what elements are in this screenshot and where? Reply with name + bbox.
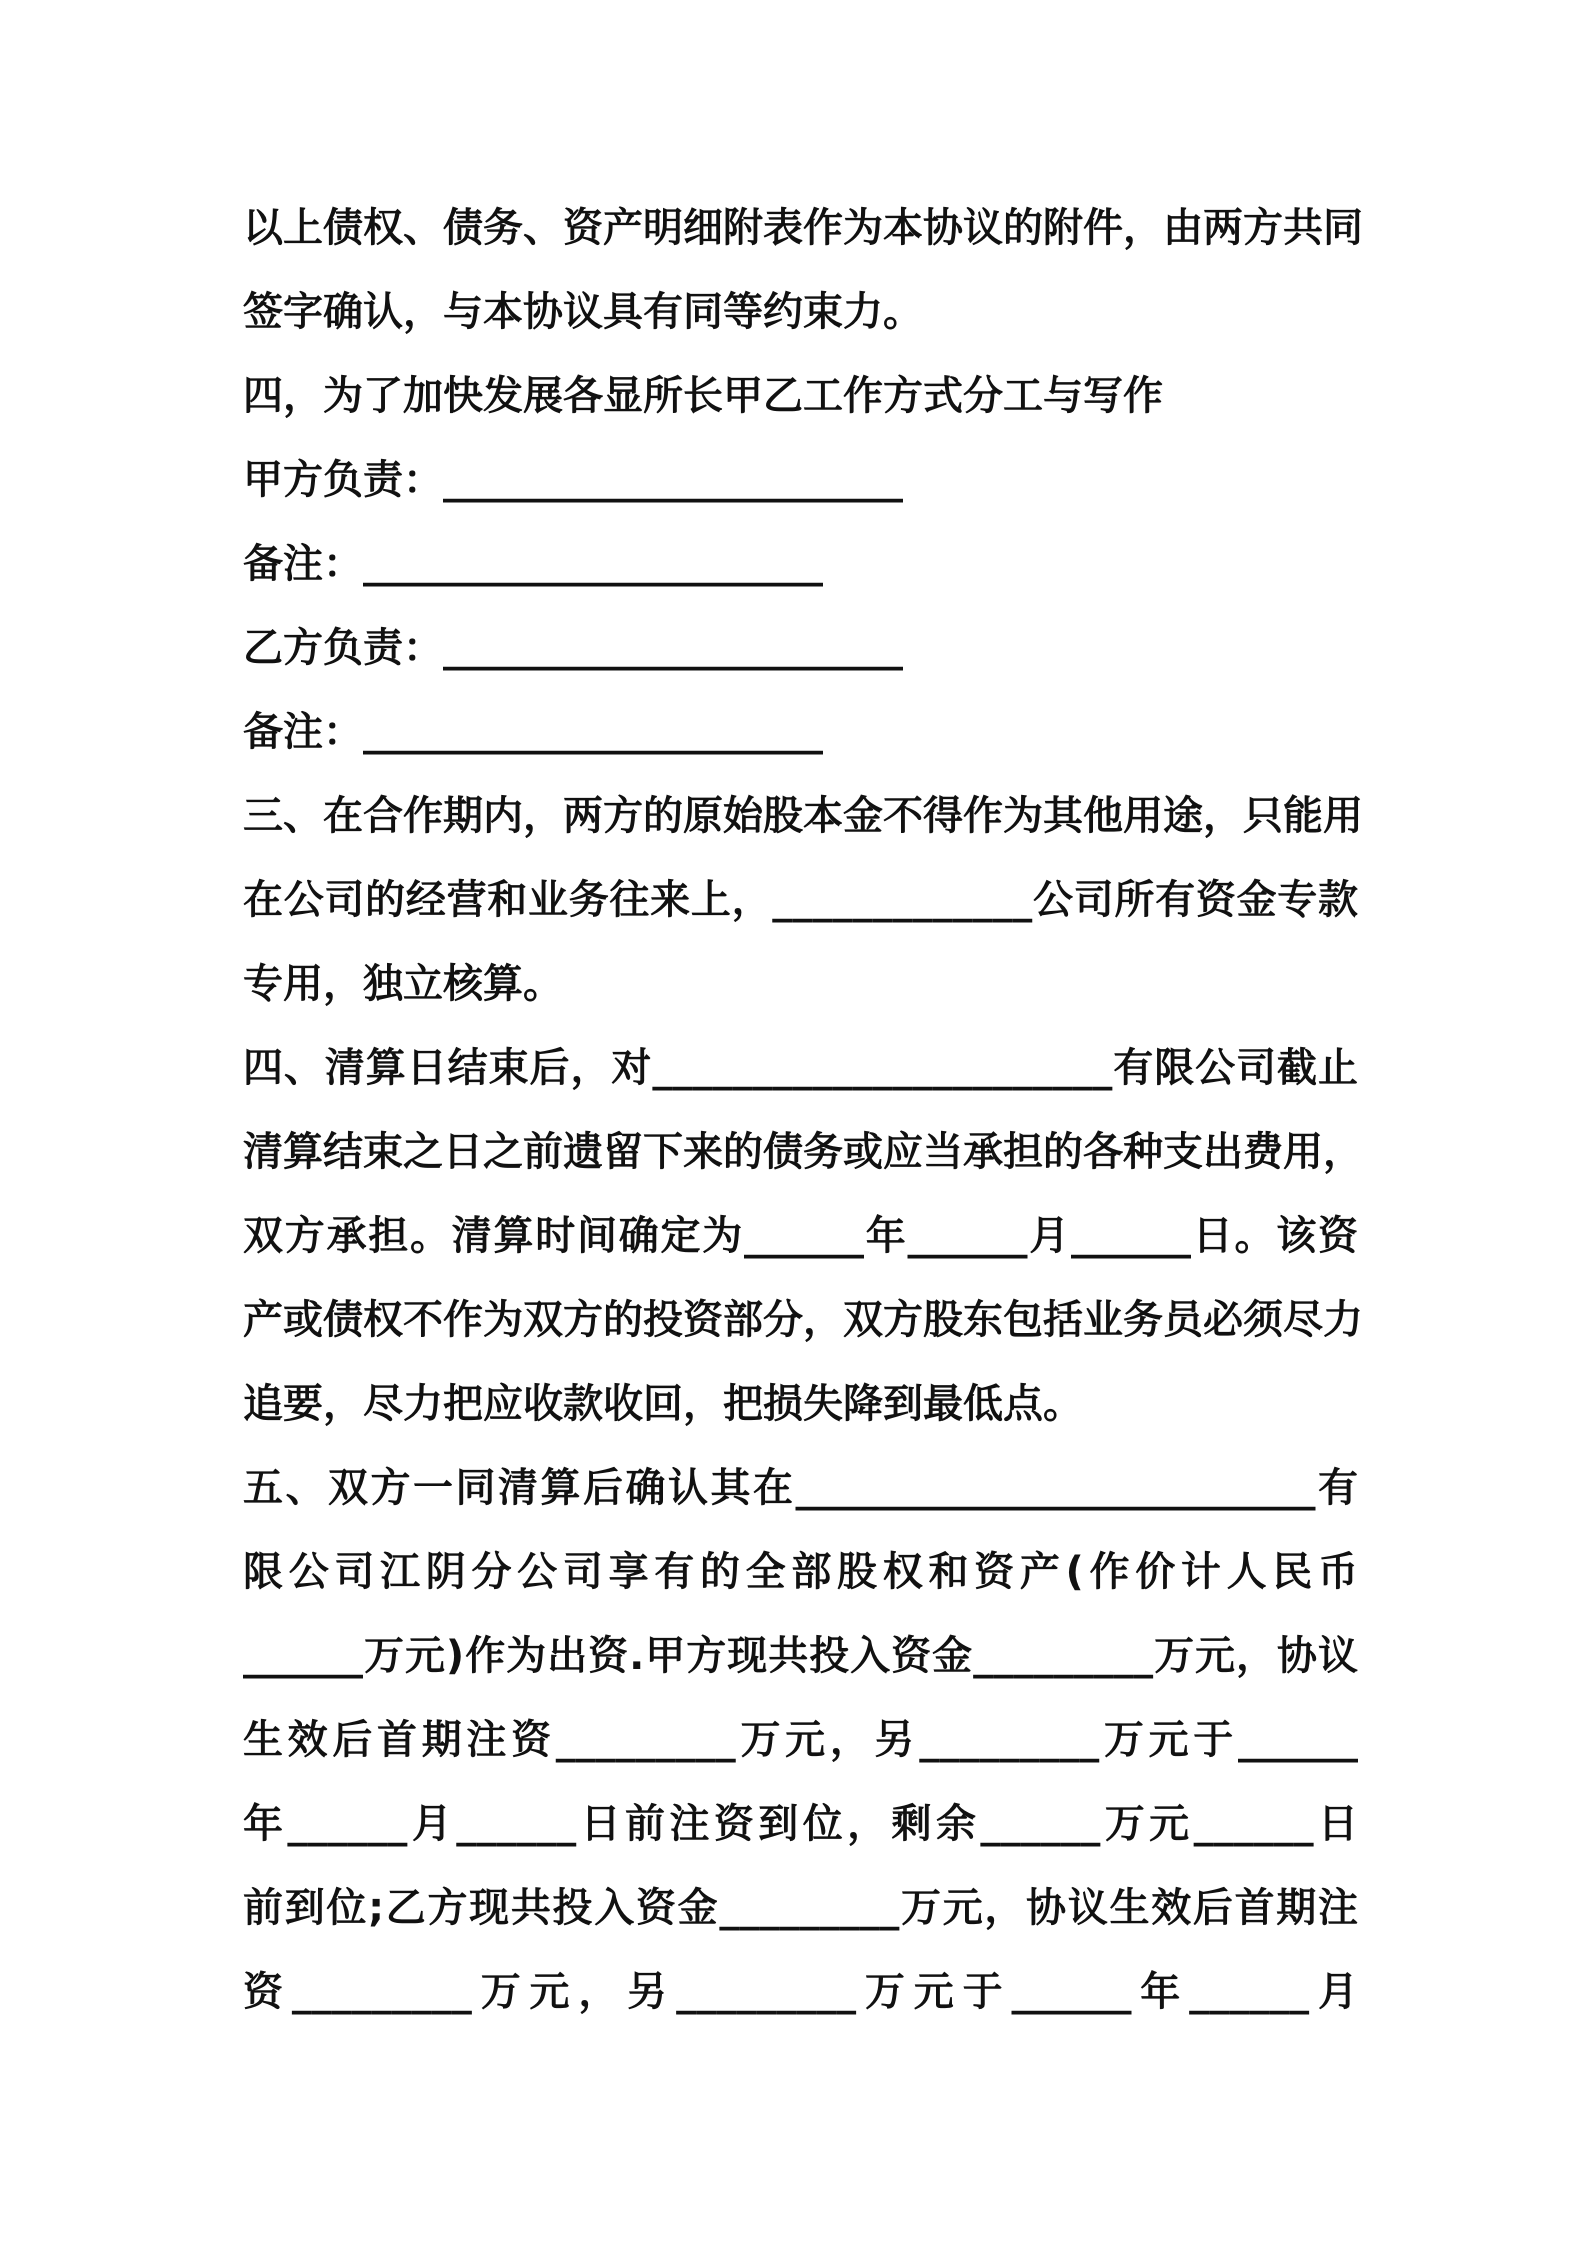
text-line-8: 三、在合作期内，两方的原始股本金不得作为其他用途，只能用: [243, 793, 1363, 839]
text-line-16: 五、双方一同清算后确认其在__________________________有: [243, 1465, 1358, 1511]
text-line-13: 双方承担。清算时间确定为______年______月______日。该资: [243, 1213, 1358, 1259]
text-line-18: ______万元)作为出资.甲方现共投入资金_________万元，协议: [243, 1633, 1358, 1679]
text-line-9: 在公司的经营和业务往来上，_____________公司所有资金专款: [243, 877, 1358, 923]
remark-a: 备注：_______________________: [243, 541, 823, 587]
text-line-15: 追要，尽力把应收款收回，把损失降到最低点。: [243, 1381, 1083, 1427]
text-line-21: 前到位;乙方现共投入资金_________万元，协议生效后首期注: [243, 1885, 1358, 1931]
text-line-10: 专用，独立核算。: [243, 961, 563, 1007]
section-heading-four: 四，为了加快发展各显所长甲乙工作方式分工与写作: [243, 373, 1163, 419]
text-line-11: 四、清算日结束后，对_______________________有限公司截止: [243, 1045, 1358, 1091]
party-b-responsibility: 乙方负责：_______________________: [243, 625, 903, 671]
text-line-17: 限公司江阴分公司享有的全部股权和资产(作价计人民币: [243, 1549, 1358, 1595]
text-line-14: 产或债权不作为双方的投资部分，双方股东包括业务员必须尽力: [243, 1297, 1363, 1343]
remark-b: 备注：_______________________: [243, 709, 823, 755]
text-line-2: 签字确认，与本协议具有同等约束力。: [243, 289, 923, 335]
text-line-19: 生效后首期注资_________万元，另_________万元于______: [243, 1717, 1358, 1763]
text-line-12: 清算结束之日之前遗留下来的债务或应当承担的各种支出费用，: [243, 1129, 1363, 1175]
text-line-20: 年______月______日前注资到位，剩余______万元______日: [243, 1801, 1358, 1847]
text-line-1: 以上债权、债务、资产明细附表作为本协议的附件，由两方共同: [243, 205, 1363, 251]
text-line-22: 资_________万元，另_________万元于______年______月: [243, 1969, 1358, 2015]
party-a-responsibility: 甲方负责：_______________________: [243, 457, 903, 503]
